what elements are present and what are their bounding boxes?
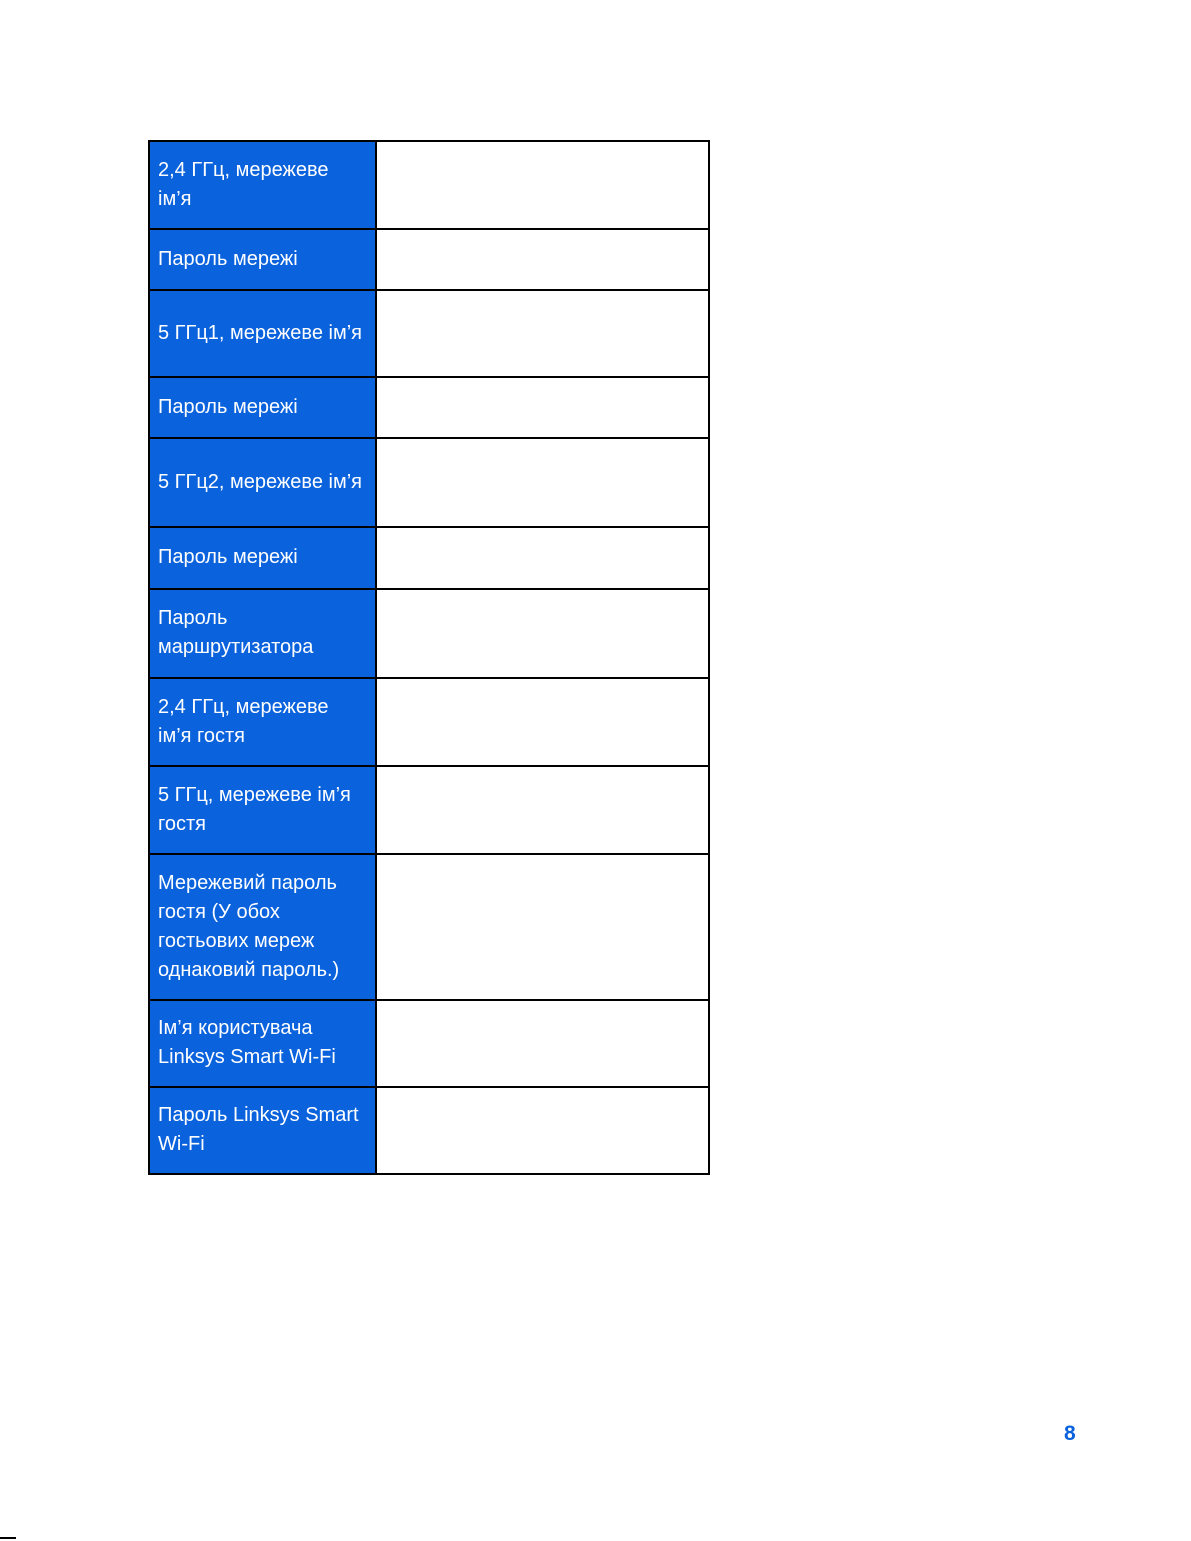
row-value bbox=[376, 377, 709, 438]
row-label: Пароль Linksys Smart Wi-Fi bbox=[149, 1087, 376, 1174]
table-row bbox=[149, 141, 709, 229]
row-label: 2,4 ГГц, мережеве ім’я bbox=[149, 141, 376, 229]
row-label: 2,4 ГГц, мережеве ім’я гостя bbox=[149, 678, 376, 766]
row-value bbox=[376, 1087, 709, 1174]
row-label: 5 ГГц1, мережеве ім’я bbox=[149, 290, 376, 377]
row-value bbox=[376, 1000, 709, 1087]
table-row bbox=[149, 377, 709, 438]
network-info-table bbox=[148, 140, 710, 1175]
row-value bbox=[376, 854, 709, 1000]
row-label: 5 ГГц, мережеве ім’я гостя bbox=[149, 766, 376, 854]
page-number: 8 bbox=[1064, 1422, 1076, 1445]
table-row bbox=[149, 854, 709, 1000]
table-row bbox=[149, 1087, 709, 1174]
table-row bbox=[149, 438, 709, 527]
table-row bbox=[149, 229, 709, 290]
table-row bbox=[149, 678, 709, 766]
row-label: Пароль мережі bbox=[149, 229, 376, 290]
row-value bbox=[376, 141, 709, 229]
row-value bbox=[376, 589, 709, 678]
row-label: Пароль мережі bbox=[149, 527, 376, 589]
row-label: Ім’я користувача Linksys Smart Wi-Fi bbox=[149, 1000, 376, 1087]
corner-mark bbox=[0, 1537, 16, 1539]
row-value bbox=[376, 678, 709, 766]
row-value bbox=[376, 766, 709, 854]
row-label: 5 ГГц2, мережеве ім’я bbox=[149, 438, 376, 527]
table-row bbox=[149, 589, 709, 678]
table-row bbox=[149, 766, 709, 854]
row-label: Пароль маршрутизатора bbox=[149, 589, 376, 678]
row-value bbox=[376, 438, 709, 527]
row-value bbox=[376, 290, 709, 377]
table-row bbox=[149, 527, 709, 589]
row-value bbox=[376, 527, 709, 589]
row-value bbox=[376, 229, 709, 290]
table-row bbox=[149, 290, 709, 377]
row-label: Пароль мережі bbox=[149, 377, 376, 438]
table-row bbox=[149, 1000, 709, 1087]
row-label: Мережевий пароль гостя (У обох гостьових мереж однаковий пароль.) bbox=[149, 854, 376, 1000]
